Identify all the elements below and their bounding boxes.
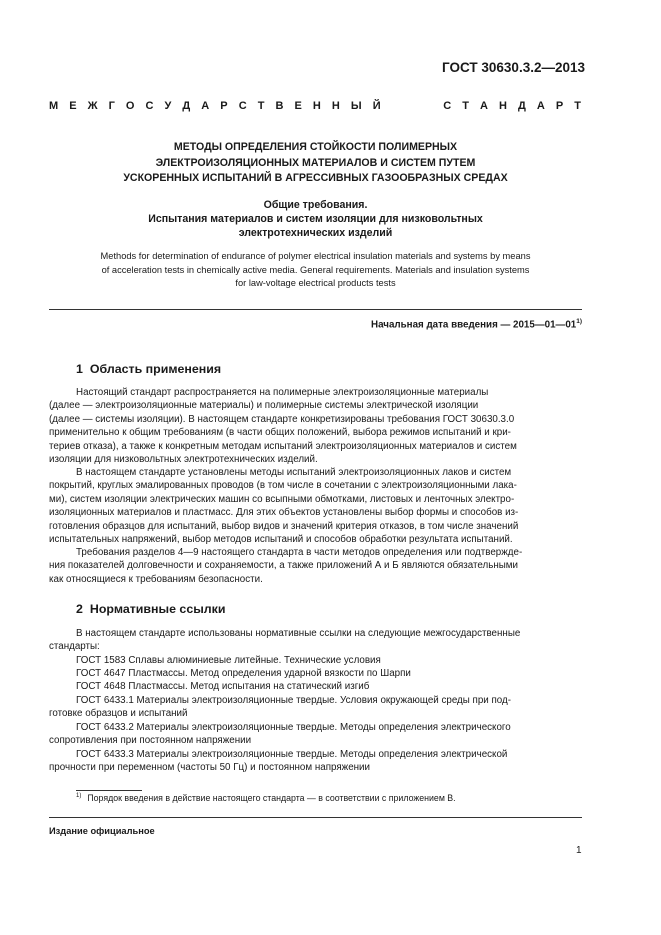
section-1-paragraph-3 xyxy=(49,546,582,586)
title-en-line: Methods for determination of endurance of polymer electrical insulation materials and systems by means xyxy=(100,251,531,261)
text-line: Настоящий стандарт распространяется на полимерные электроизоляционные материалы xyxy=(76,387,489,398)
page-number: 1 xyxy=(576,845,582,856)
footnote-ref: 1) xyxy=(576,318,582,325)
section-number: 1 xyxy=(76,362,83,376)
text-line: Требования разделов 4—9 настоящего стандарта в части методов определения или подтвержде- xyxy=(76,547,523,558)
text-line: териев отказа), а также к конкретным методам испытаний электроизоляционных материалов и систем xyxy=(49,440,517,452)
section-1-paragraph-2 xyxy=(49,466,582,546)
footnote-divider xyxy=(76,790,142,791)
document-subtitle-ru xyxy=(49,198,582,240)
text-line: В настоящем стандарте установлены методы испытаний электроизоляционных лаков и систем xyxy=(76,467,512,478)
footnote-marker: 1) xyxy=(76,793,82,800)
text-line: готовке образцов и испытаний xyxy=(49,708,188,720)
text-line: применительно к общим требованиям (в части общих положений, выбора режимов испытаний и кри- xyxy=(49,427,511,439)
text-line: ми), систем изоляции электрических машин со всыпными обмотками, листовых и ленточных электро- xyxy=(49,493,515,505)
text-line: В настоящем стандарте использованы нормативные ссылки на следующие межгосударственные xyxy=(76,628,521,639)
text-line: ГОСТ 6433.3 Материалы электроизоляционные твердые. Методы определения электрической xyxy=(76,749,508,760)
section-2-intro xyxy=(49,627,582,654)
interstate-word: М Е Ж Г О С У Д А Р С Т В Е Н Н Ы Й xyxy=(49,100,382,112)
footer-divider xyxy=(49,817,582,818)
edition-label: Издание официальное xyxy=(49,826,155,836)
section-title: Область применения xyxy=(89,362,222,376)
text-line: как относящиеся к требованиям безопасности. xyxy=(49,573,263,585)
section-1-heading xyxy=(76,362,221,376)
reference-item xyxy=(49,721,582,748)
section-title: Нормативные ссылки xyxy=(89,602,226,616)
text-line: изоляционных материалов и пластмасс. Для этих объектов установлены выбор формы и способов из- xyxy=(49,507,519,519)
subtitle-line: Общие требования. xyxy=(263,199,368,211)
text-line: ГОСТ 4647 Пластмассы. Метод определения ударной вязкости по Шарпи xyxy=(76,668,411,679)
text-line: (далее — электроизоляционные материалы) и полимерные системы электрической изоляции xyxy=(49,400,479,412)
text-line: ния показателей долговечности и сохраняемости, а также приложений А и Б являются обязательными xyxy=(49,560,518,572)
section-2-heading xyxy=(76,602,225,616)
reference-item xyxy=(49,680,582,693)
text-line: ГОСТ 6433.1 Материалы электроизоляционные твердые. Условия окружающей среды при под- xyxy=(76,695,511,706)
intro-date xyxy=(371,318,582,330)
title-en-line: of acceleration tests in chemically active media. General requirements. Materials and insulation systems xyxy=(101,264,530,275)
footnote-text: Порядок введения в действие настоящего стандарта — в соответствии с приложением В. xyxy=(87,793,456,803)
text-line: (далее — системы изоляции). В настоящем стандарте конкретизированы требования ГОСТ 30630.3.0 xyxy=(49,413,515,425)
document-title-ru xyxy=(49,140,582,187)
title-line: МЕТОДЫ ОПРЕДЕЛЕНИЯ СТОЙКОСТИ ПОЛИМЕРНЫХ xyxy=(173,141,458,153)
section-number: 2 xyxy=(76,602,83,616)
interstate-standard-label xyxy=(49,100,582,112)
text-line: ГОСТ 4648 Пластмассы. Метод испытания на статический изгиб xyxy=(76,681,370,692)
reference-item xyxy=(49,667,582,680)
title-line: УСКОРЕННЫХ ИСПЫТАНИЙ В АГРЕССИВНЫХ ГАЗООБРАЗНЫХ СРЕДАХ xyxy=(123,172,508,184)
subtitle-line: электротехнических изделий xyxy=(238,227,393,239)
footnote xyxy=(76,793,456,803)
text-line: готовления образцов для испытаний, выбор видов и значений критерия отказов, в том числе значений xyxy=(49,520,519,532)
title-en-line: for law-voltage electrical products tests xyxy=(235,278,396,288)
text-line: ГОСТ 6433.2 Материалы электроизоляционные твердые. Методы определения электрического xyxy=(76,722,511,733)
text-line: покрытий, круглых эмалированных проводов (в том числе в сочетании с электроизоляционными лака- xyxy=(49,480,517,492)
document-title-en xyxy=(49,250,582,291)
text-line: испытательных напряжений, выбор методов испытаний и способов обработки результата испытаний. xyxy=(49,534,513,546)
section-1-paragraph-1 xyxy=(49,386,582,466)
text-line: стандарты: xyxy=(49,641,100,653)
intro-date-label: Начальная дата введения — 2015—01—01 xyxy=(371,319,577,331)
standard-number: ГОСТ 30630.3.2—2013 xyxy=(442,60,585,75)
reference-item xyxy=(49,694,582,721)
text-line: изоляции для низковольтных электротехнических изделий. xyxy=(49,454,318,466)
standard-word: С Т А Н Д А Р Т xyxy=(443,100,582,112)
text-line: ГОСТ 1583 Сплавы алюминиевые литейные. Технические условия xyxy=(76,655,381,666)
text-line: сопротивления при постоянном напряжении xyxy=(49,735,252,747)
subtitle-line: Испытания материалов и систем изоляции для низковольтных xyxy=(148,213,483,225)
header-divider xyxy=(49,309,582,310)
title-line: ЭЛЕКТРОИЗОЛЯЦИОННЫХ МАТЕРИАЛОВ И СИСТЕМ ПУТЕМ xyxy=(155,156,476,169)
reference-item xyxy=(49,654,582,667)
text-line: прочности при переменном (частоты 50 Гц) и постоянном напряжении xyxy=(49,762,371,774)
reference-item xyxy=(49,748,582,775)
